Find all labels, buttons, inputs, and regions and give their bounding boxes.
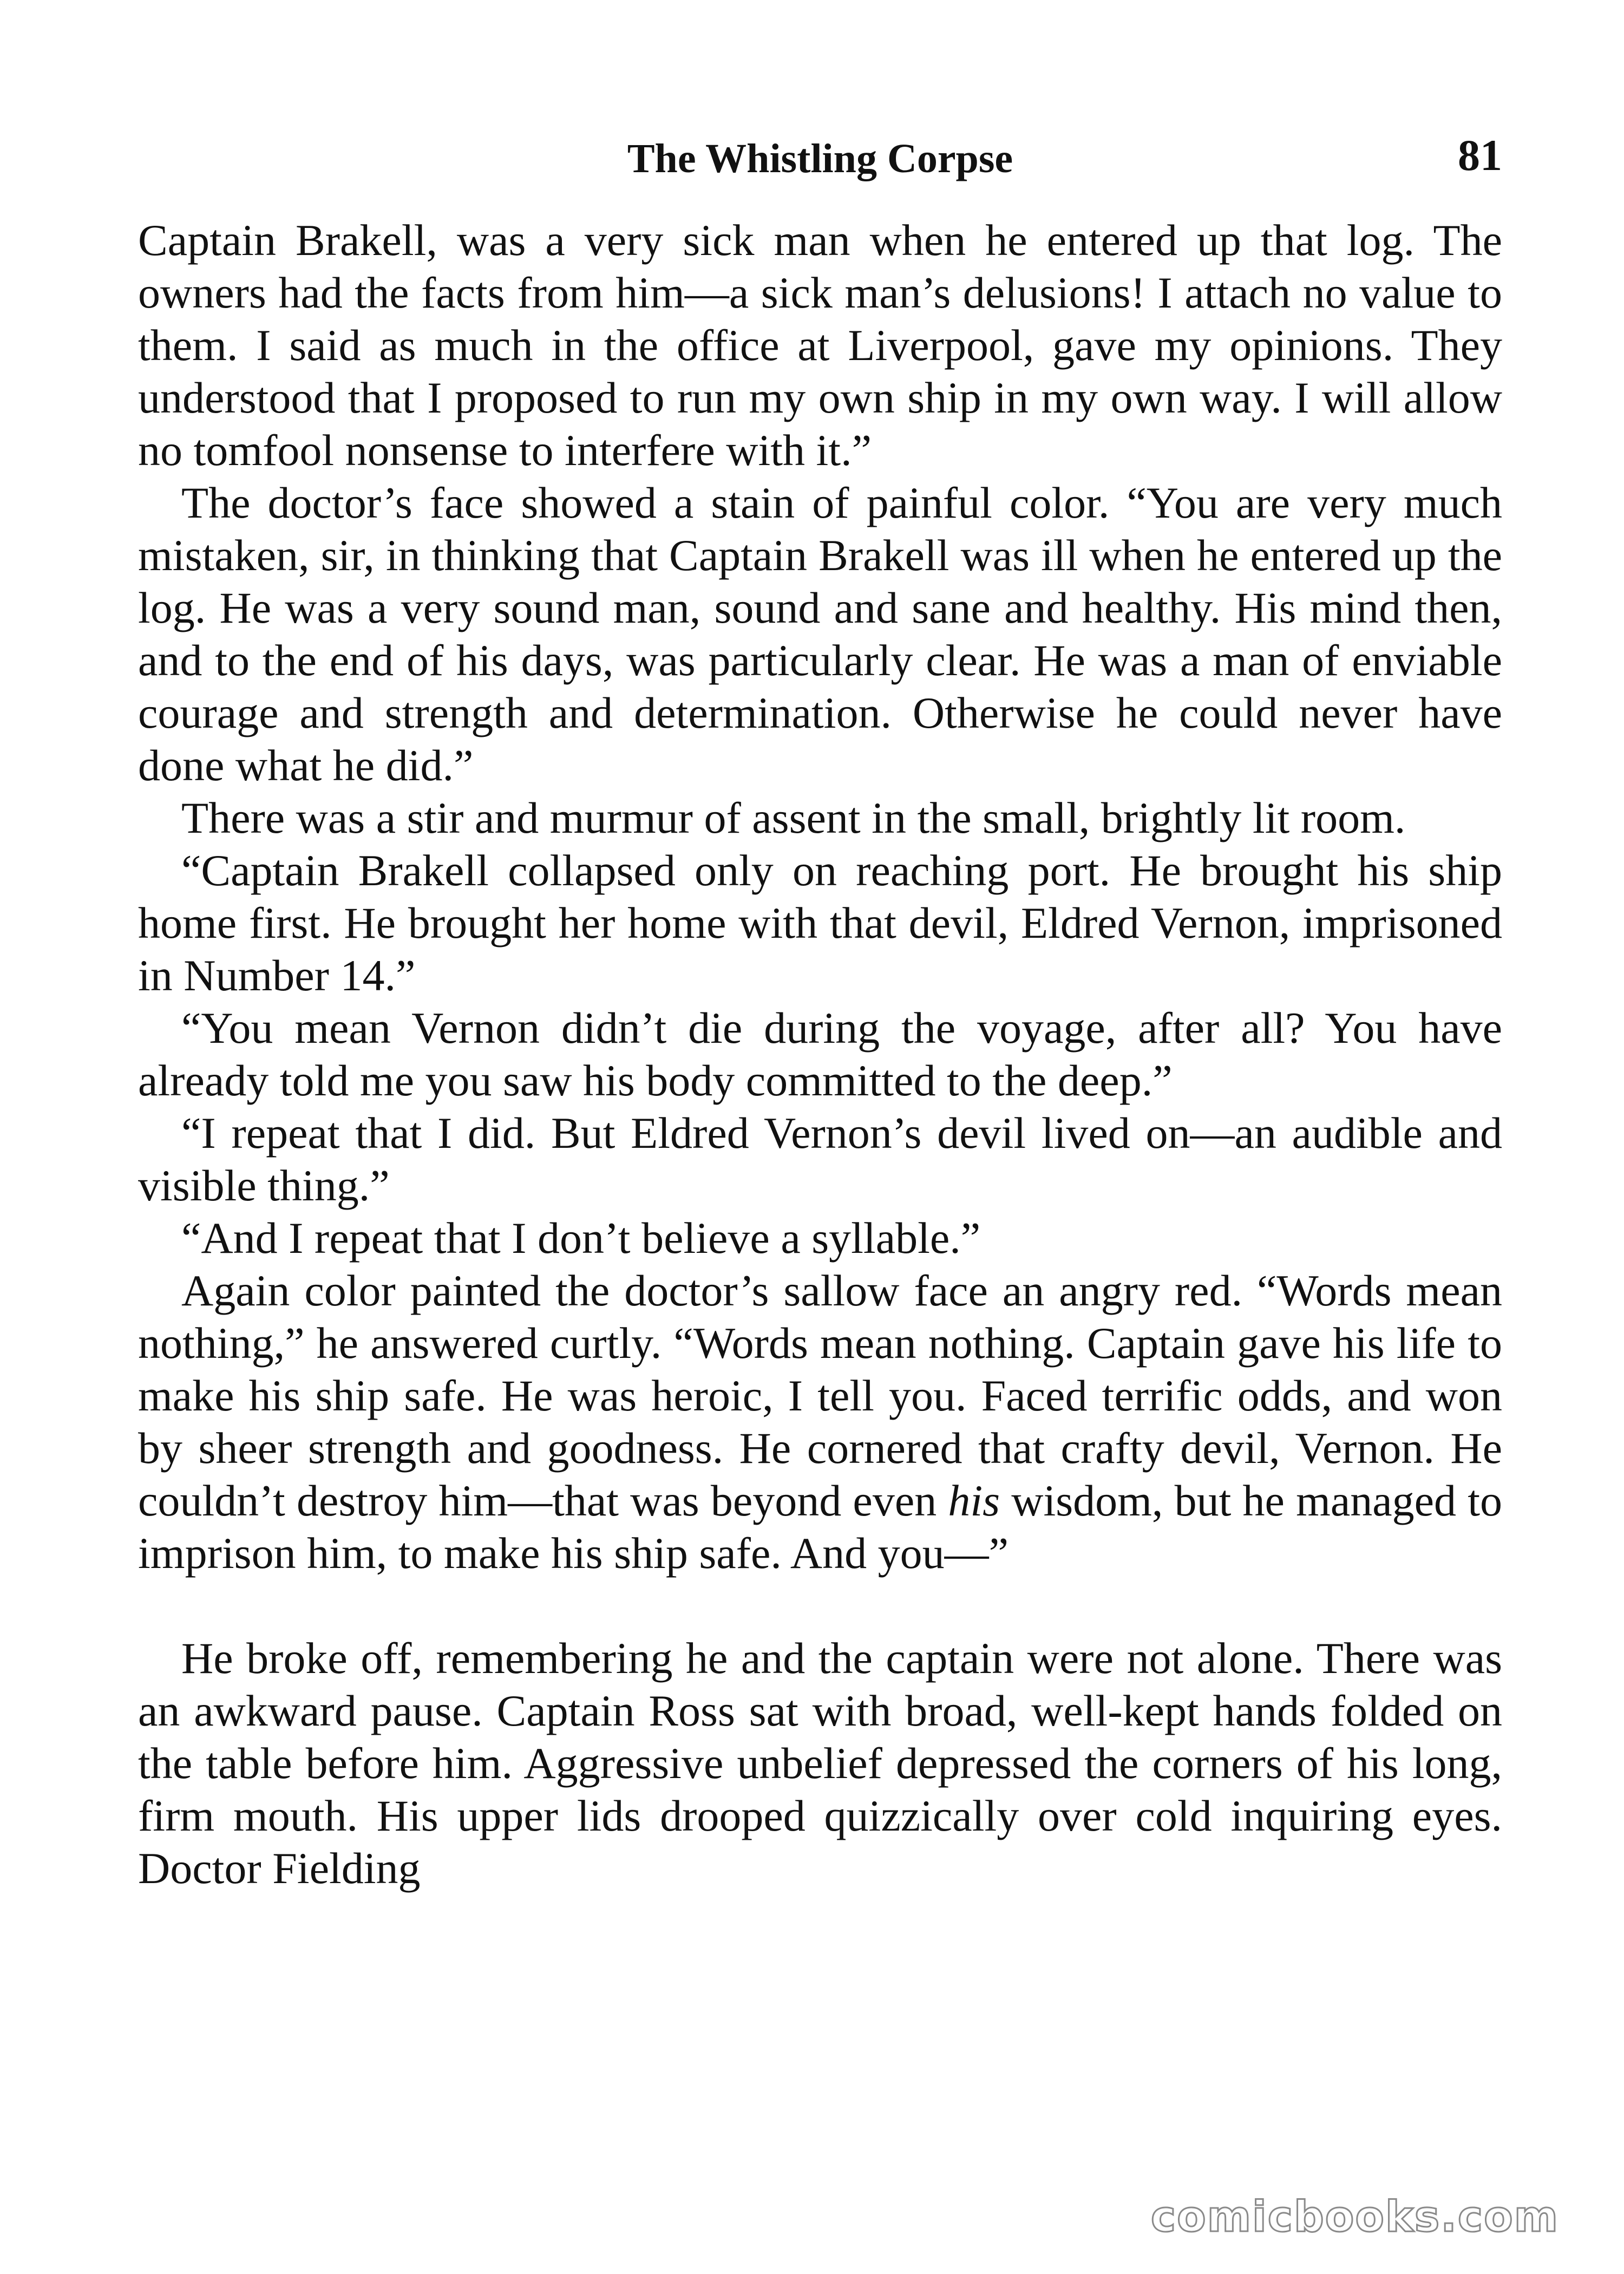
paragraph: “You mean Vernon didn’t die during the voyage, after all? You have already told me you saw his body committed to the deep.”: [138, 1003, 1502, 1105]
running-title: The Whistling Corpse: [627, 136, 1013, 181]
paragraph: “And I repeat that I don’t believe a syllable.”: [181, 1213, 981, 1263]
paragraph: [138, 1264, 1502, 1579]
paragraph-text: wisdom, but he managed to imprison him, to make his ship safe. And you—”: [138, 1476, 1502, 1578]
page-number: 81: [1458, 130, 1502, 180]
paragraph: The doctor’s face showed a stain of painful color. “You are very much mistaken, sir, in thinking that Captain Brakell was ill when he entered up the log. He was a very sound man, sound and sane and healthy. His mind then, and to the end of his days, was particularly clear. He was a man of enviable courage and strength and determination. Otherwise he could never have done what he did.”: [138, 478, 1502, 790]
page-header: [138, 130, 1502, 200]
paragraph-text: Again color painted the doctor’s sallow face an angry red. “Words mean nothing,” he answered curtly. “Words mean nothing. Captain gave his life to make his ship safe. He was heroic, I tell you. Faced terrific odds, and won by sheer strength and goodness. He cornered that crafty devil, Vernon. He couldn’t destroy him—that was beyond even: [138, 1266, 1502, 1525]
emphasis: his: [948, 1476, 1000, 1525]
paragraph: “I repeat that I did. But Eldred Vernon’s devil lived on—an audible and visible thing.”: [138, 1108, 1502, 1210]
body-text: [138, 214, 1502, 1894]
paragraph: There was a stir and murmur of assent in the small, brightly lit room.: [181, 793, 1406, 842]
paragraph: Captain Brakell, was a very sick man when he entered up that log. The owners had the facts from him—a sick man’s delusions! I attach no value to them. I said as much in the office at Liverpool, gave my opinions. They understood that I proposed to run my own ship in my own way. I will allow no tomfool nonsense to interfere with it.”: [138, 215, 1502, 475]
watermark: comicbooks.com: [1150, 2193, 1559, 2242]
paragraph: “Captain Brakell collapsed only on reaching port. He brought his ship home first. He brought her home with that devil, Eldred Vernon, imprisoned in Number 14.”: [138, 846, 1502, 1000]
paragraph: He broke off, remembering he and the captain were not alone. There was an awkward pause. Captain Ross sat with broad, well-kept hands folded on the table before him. Aggressive unbelief depressed the corners of his long, firm mouth. His upper lids drooped quizzically over cold inquiring eyes. Doctor Fielding: [138, 1633, 1502, 1893]
